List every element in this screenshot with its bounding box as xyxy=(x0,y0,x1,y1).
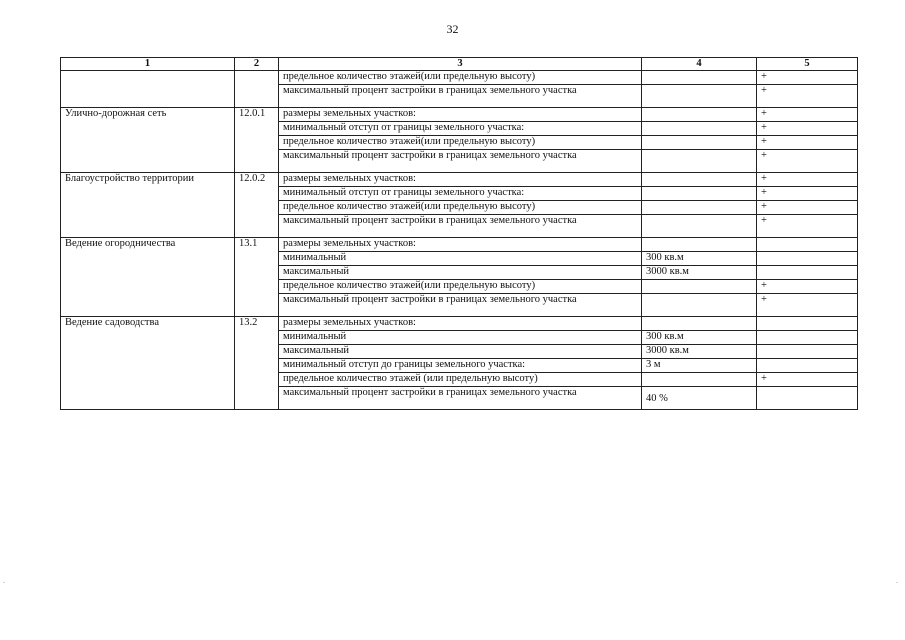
parameter-text: минимальный xyxy=(279,252,642,266)
table-header-row xyxy=(61,58,858,71)
table-row xyxy=(61,317,858,331)
parameter-value xyxy=(642,238,757,252)
parameter-text: максимальный процент застройки в границах земельного участка xyxy=(279,215,642,238)
applicability-mark: + xyxy=(757,136,858,150)
scan-mark-left: - xyxy=(3,580,5,586)
parameter-value xyxy=(642,373,757,387)
parameter-text: минимальный отступ от границы земельного участка: xyxy=(279,187,642,201)
parameter-text: максимальный процент застройки в границах земельного участка xyxy=(279,85,642,108)
parameter-value xyxy=(642,215,757,238)
applicability-mark: + xyxy=(757,373,858,387)
table-body xyxy=(61,71,858,410)
parameter-value xyxy=(642,122,757,136)
applicability-mark: + xyxy=(757,122,858,136)
applicability-mark xyxy=(757,359,858,373)
parameter-value xyxy=(642,136,757,150)
applicability-mark xyxy=(757,387,858,410)
applicability-mark: + xyxy=(757,71,858,85)
applicability-mark: + xyxy=(757,201,858,215)
applicability-mark: + xyxy=(757,108,858,122)
parameter-text: предельное количество этажей(или предельную высоту) xyxy=(279,71,642,85)
applicability-mark: + xyxy=(757,215,858,238)
parameter-value xyxy=(642,173,757,187)
parameter-value xyxy=(642,187,757,201)
parameter-value xyxy=(642,85,757,108)
page-number: 32 xyxy=(446,22,459,36)
parameter-text: размеры земельных участков: xyxy=(279,173,642,187)
use-type-code: 13.2 xyxy=(235,317,279,410)
table-row xyxy=(61,71,858,85)
parameter-value: 3000 кв.м xyxy=(642,345,757,359)
parameter-text: минимальный отступ до границы земельного участка: xyxy=(279,359,642,373)
table-row xyxy=(61,238,858,252)
applicability-mark xyxy=(757,238,858,252)
use-type-code: 12.0.1 xyxy=(235,108,279,173)
table-row xyxy=(61,108,858,122)
applicability-mark: + xyxy=(757,85,858,108)
table-row xyxy=(61,173,858,187)
applicability-mark: + xyxy=(757,280,858,294)
parameter-text: максимальный xyxy=(279,266,642,280)
applicability-mark xyxy=(757,266,858,280)
use-type-name: Ведение садоводства xyxy=(61,317,235,410)
parameter-value xyxy=(642,108,757,122)
parameter-value xyxy=(642,294,757,317)
applicability-mark: + xyxy=(757,173,858,187)
header-col-2: 2 xyxy=(235,58,279,71)
parameter-value: 40 % xyxy=(642,387,757,410)
parameter-text: максимальный процент застройки в границах земельного участка xyxy=(279,387,642,410)
applicability-mark xyxy=(757,345,858,359)
use-type-code: 12.0.2 xyxy=(235,173,279,238)
applicability-mark xyxy=(757,317,858,331)
parameter-value xyxy=(642,317,757,331)
header-col-1: 1 xyxy=(61,58,235,71)
parameter-text: размеры земельных участков: xyxy=(279,108,642,122)
parameter-text: размеры земельных участков: xyxy=(279,238,642,252)
parameter-text: предельное количество этажей(или предельную высоту) xyxy=(279,201,642,215)
parameter-value: 300 кв.м xyxy=(642,331,757,345)
parameter-text: минимальный xyxy=(279,331,642,345)
use-type-code: 13.1 xyxy=(235,238,279,317)
parameter-value xyxy=(642,201,757,215)
use-type-name: Ведение огородничества xyxy=(61,238,235,317)
applicability-mark: + xyxy=(757,150,858,173)
header-col-4: 4 xyxy=(642,58,757,71)
parameter-value xyxy=(642,280,757,294)
parameter-text: предельное количество этажей(или предельную высоту) xyxy=(279,136,642,150)
parameter-value xyxy=(642,71,757,85)
use-type-code xyxy=(235,71,279,108)
header-col-3: 3 xyxy=(279,58,642,71)
applicability-mark: + xyxy=(757,187,858,201)
scan-mark-right: - xyxy=(896,580,898,586)
use-type-name: Улично-дорожная сеть xyxy=(61,108,235,173)
parameter-value: 300 кв.м xyxy=(642,252,757,266)
parameter-value: 3 м xyxy=(642,359,757,373)
parameter-text: максимальный процент застройки в границах земельного участка xyxy=(279,294,642,317)
parameter-value xyxy=(642,150,757,173)
applicability-mark xyxy=(757,252,858,266)
parameter-text: предельное количество этажей(или предельную высоту) xyxy=(279,280,642,294)
parameter-value: 3000 кв.м xyxy=(642,266,757,280)
parameter-text: минимальный отступ от границы земельного участка: xyxy=(279,122,642,136)
applicability-mark xyxy=(757,331,858,345)
header-col-5: 5 xyxy=(757,58,858,71)
zoning-table xyxy=(60,57,858,410)
parameter-text: предельное количество этажей (или предельную высоту) xyxy=(279,373,642,387)
parameter-text: размеры земельных участков: xyxy=(279,317,642,331)
parameter-text: максимальный xyxy=(279,345,642,359)
parameter-text: максимальный процент застройки в границах земельного участка xyxy=(279,150,642,173)
use-type-name: Благоустройство территории xyxy=(61,173,235,238)
applicability-mark: + xyxy=(757,294,858,317)
use-type-name xyxy=(61,71,235,108)
